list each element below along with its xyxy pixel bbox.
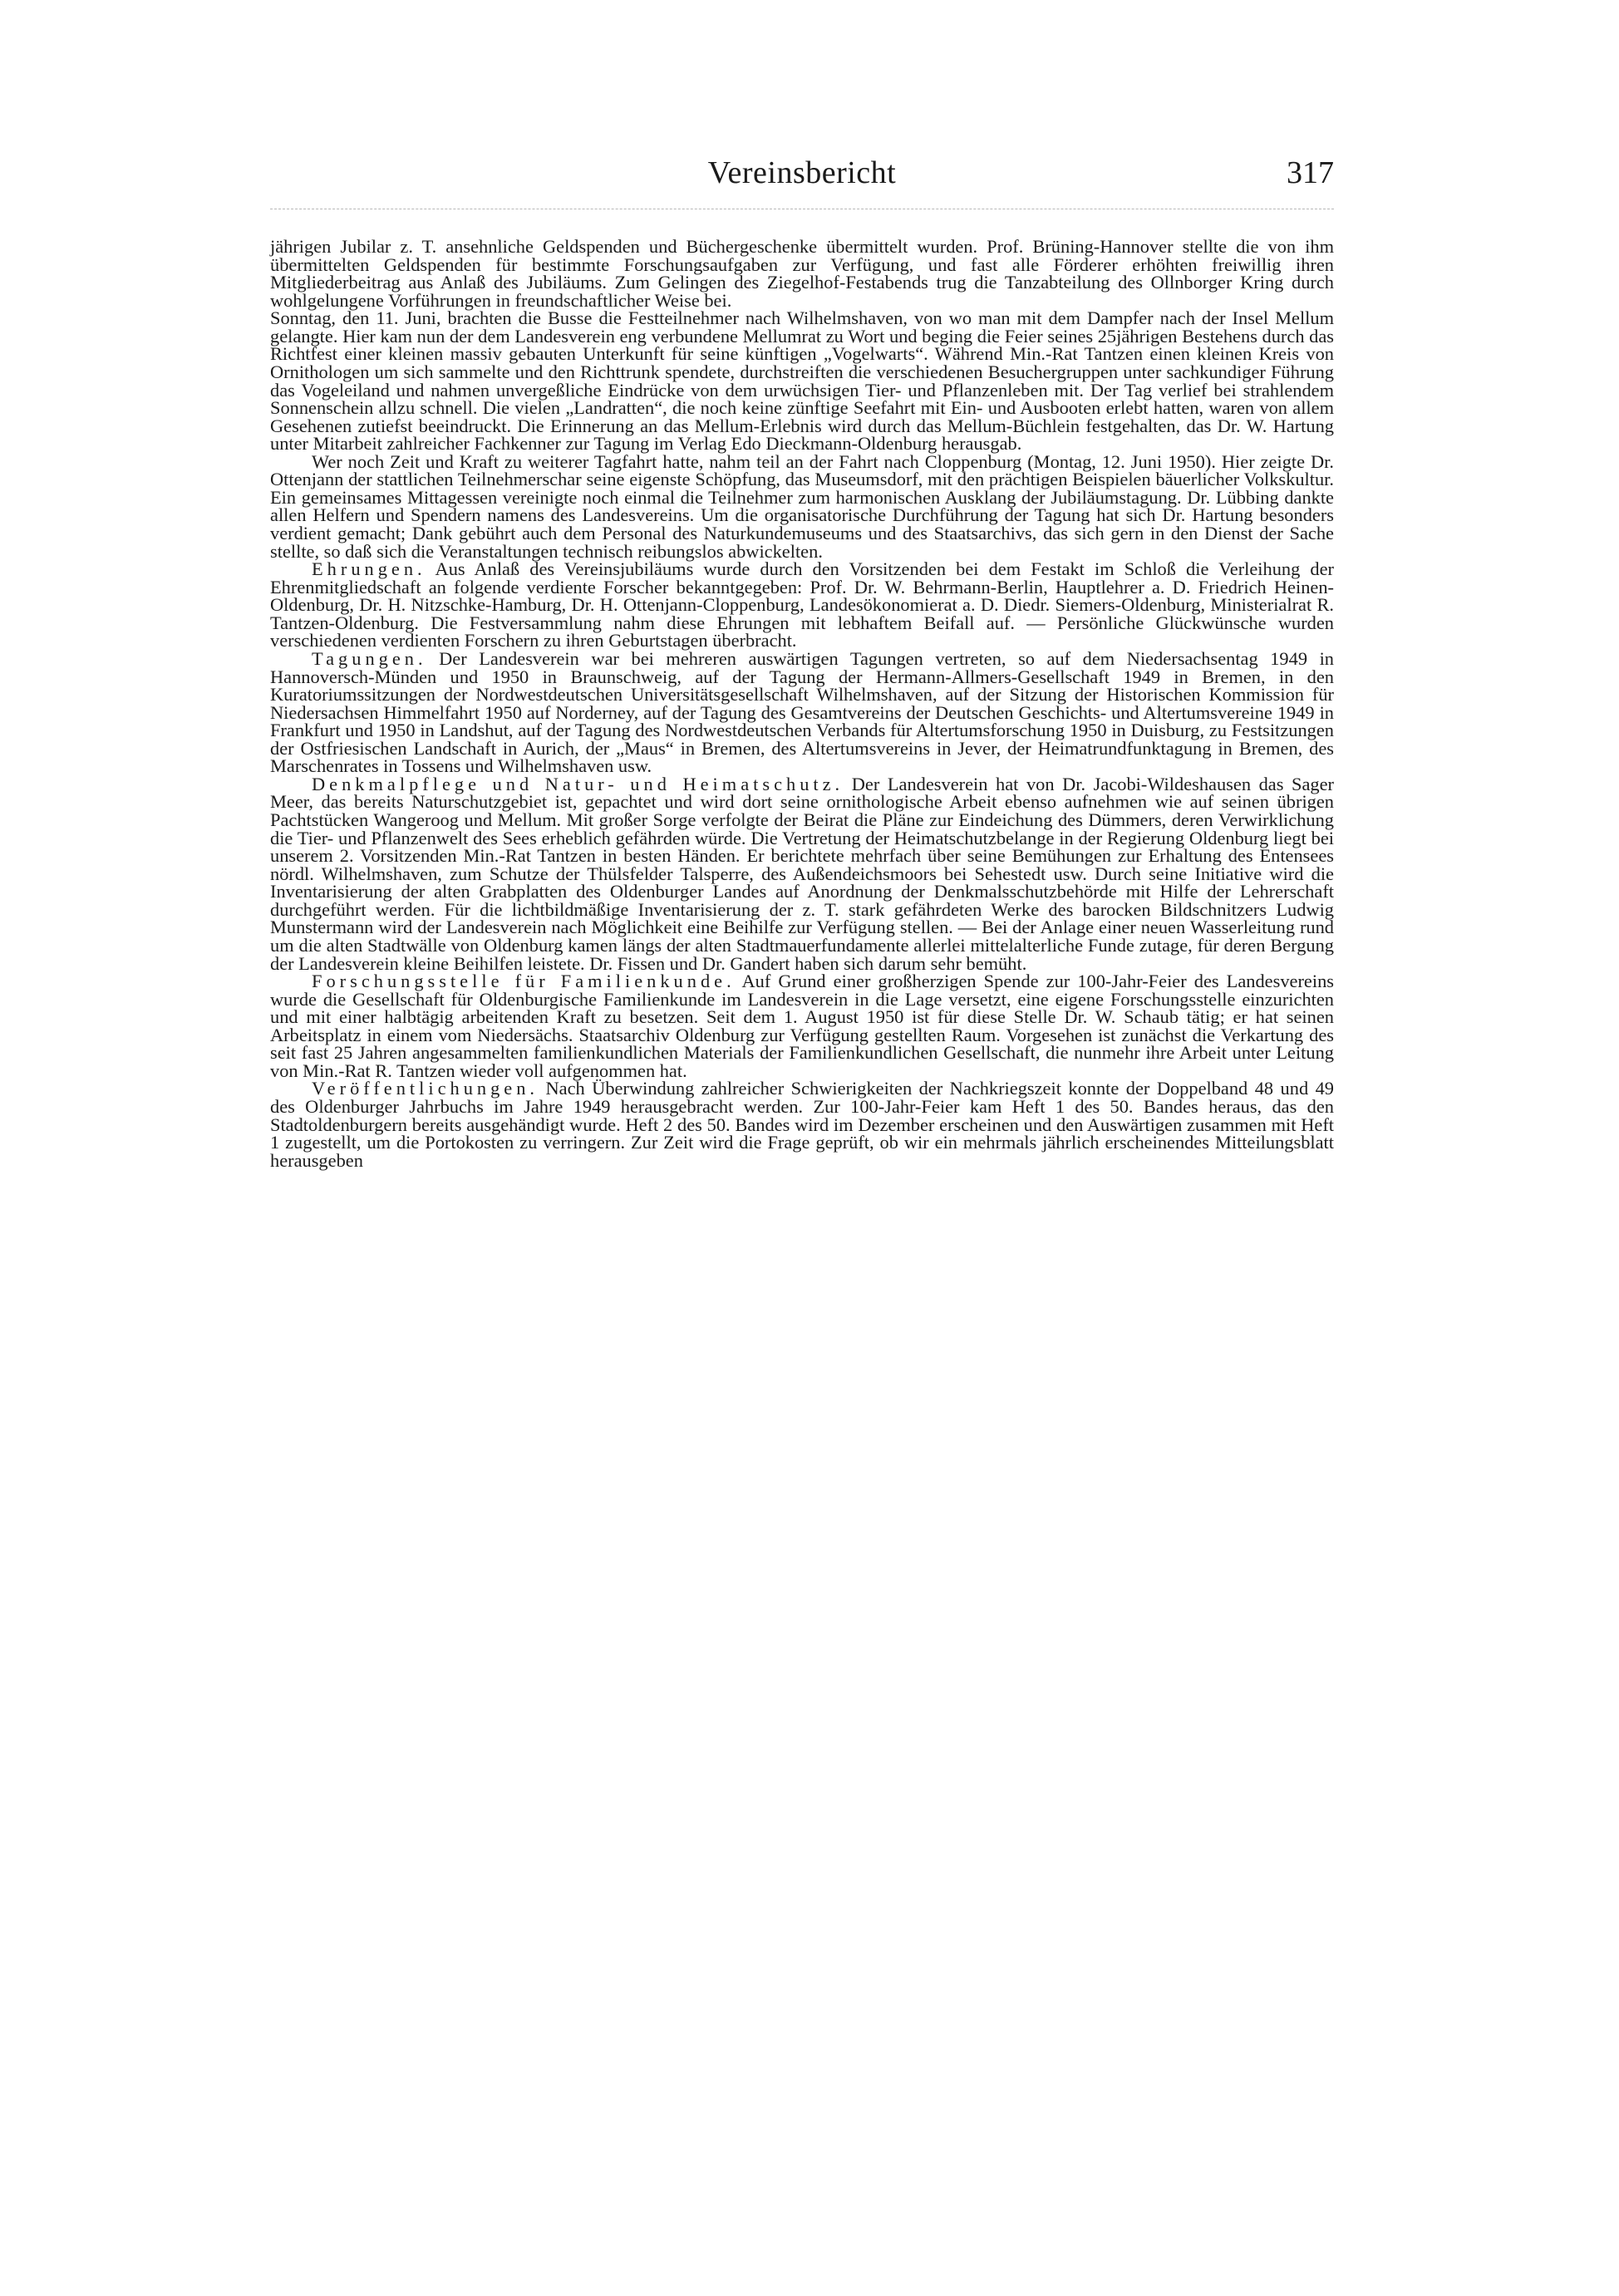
paragraph-jubilar	[270, 238, 1334, 309]
paragraph-familienkunde	[270, 972, 1334, 1079]
text-column	[270, 238, 1334, 1169]
paragraph-sonntag	[270, 309, 1334, 453]
paragraph-text: Der Landesverein war bei mehreren auswärtigen Tagungen vertreten, so auf dem Niedersachsentag 1949 in Hannoversch-Münden und 1950 in Braunschweig, auf der Tagung der Hermann-Allmers-Gesellschaft 1949 in Bremen, in den Kuratoriumssitzungen der Nordwestdeutschen Universitätsgesellschaft Wilhelmshaven, auf der Sitzung der Historischen Kommission für Niedersachsen Himmelfahrt 1950 auf Norderney, auf der Tagung des Gesamtvereins der Deutschen Geschichts- und Altertumsvereine 1949 in Frankfurt und 1950 in Landshut, auf der Tagung des Nordwestdeutschen Verbands für Altertumsforschung 1950 in Duisburg, zu Festsitzungen der Ostfriesischen Landschaft in Aurich, der „Maus“ in Bremen, des Altertumsvereins in Jever, der Heimatrundfunktagung in Bremen, des Marschenrates in Tossens und Wilhelmshaven usw.	[270, 647, 1334, 777]
running-title: Vereinsbericht	[707, 155, 897, 190]
paragraph-text: Nach Überwindung zahlreicher Schwierigkeiten der Nachkriegszeit konnte der Doppelband 48 und 49 des Oldenburger Jahrbuchs im Jahre 1949 herausgebracht werden. Zur 100-Jahr-Feier kam Heft 1 des 50. Bandes heraus, das den Stadtoldenburgern bereits ausgehändigt wurde. Heft 2 des 50. Bandes wird im Dezember erscheinen und den Auswärtigen zusammen mit Heft 1 zugestellt, um die Portokosten zu verringern. Zur Zeit wird die Frage geprüft, ob wir ein mehrmals jährlich erscheinendes Mitteilungsblatt herausgeben	[270, 1078, 1334, 1171]
section-heading-familienkunde: Forschungsstelle für Familienkunde.	[312, 971, 736, 992]
paragraph-tagungen	[270, 647, 1334, 777]
section-heading-tagungen: Tagungen.	[312, 647, 427, 669]
paragraph-text: jährigen Jubilar z. T. ansehnliche Geldspenden und Büchergeschenke übermittelt wurden. Prof. Brüning-Hannover stellte die von ihm übermittelten Geldspenden für bestimmte Forschungsaufgaben zur Verfügung, und fast alle Förderer erhöhten freiwillig ihren Mitgliederbeitrag aus Anlaß des Jubiläums. Zum Gelingen des Ziegelhof-Festabends trug die Tanzabteilung des Ollnborger Kring durch wohlgelungene Vorführungen in freundschaftlicher Weise bei.	[270, 236, 1334, 311]
paragraph-ehrungen	[270, 560, 1334, 650]
paragraph-text: Wer noch Zeit und Kraft zu weiterer Tagfahrt hatte, nahm teil an der Fahrt nach Cloppenburg (Montag, 12. Juni 1950). Hier zeigte Dr. Ottenjann der stattlichen Teilnehmerschar seine eigenste Schöpfung, das Museumsdorf, mit den prächtigen Beispielen bäuerlicher Volkskultur. Ein gemeinsames Mittagessen vereinigte noch einmal die Teilnehmer zum harmonischen Ausklang der Jubiläumstagung. Dr. Lübbing dankte allen Helfern und Spendern namens des Landesvereins. Um die organisatorische Durchführung der Tagung hat sich Dr. Hartung besonders verdient gemacht; Dank gebührt auch dem Personal des Naturkundemuseums und des Staatsarchivs, das sich gern in den Dienst der Sache stellte, so daß sich die Veranstaltungen technisch reibungslos abwickelten.	[270, 450, 1334, 562]
section-heading-ehrungen: Ehrungen.	[312, 558, 426, 580]
paragraph-veroeffentlichungen	[270, 1079, 1334, 1169]
paragraph-cloppenburg	[270, 450, 1334, 562]
paragraph-text: Aus Anlaß des Vereinsjubiläums wurde durch den Vorsitzenden bei dem Festakt im Schloß die Verleihung der Ehrenmitgliedschaft an folgende verdiente Forscher bekanntgegeben: Prof. Dr. W. Behrmann-Berlin, Hauptlehrer a. D. Friedrich Heinen-Oldenburg, Dr. H. Nitzschke-Hamburg, Dr. H. Ottenjann-Cloppenburg, Landesökonomierat a. D. Diedr. Siemers-Oldenburg, Ministerialrat R. Tantzen-Oldenburg. Die Festversammlung nahm diese Ehrungen mit lebhaftem Beifall auf. — Persönliche Glückwünsche wurden verschiedenen verdienten Forschern zu ihren Geburtstagen überbracht.	[270, 558, 1334, 651]
page-header	[270, 155, 1334, 201]
paragraph-text: Auf Grund einer großherzigen Spende zur 100-Jahr-Feier des Landesvereins wurde die Gesellschaft für Oldenburgische Familienkunde im Landesverein in die Lage versetzt, eine eigene Forschungsstelle einzurichten und mit einer halbtägig arbeitenden Kraft zu besetzen. Seit dem 1. August 1950 ist für diese Stelle Dr. W. Schaub tätig; er hat seinen Arbeitsplatz in einem vom Niedersächs. Staatsarchiv Oldenburg zur Verfügung gestellten Raum. Vorgesehen ist zunächst die Verkartung des seit fast 25 Jahren angesammelten familienkundlichen Materials der Familienkundlichen Gesellschaft, die nunmehr ihre Arbeit unter Leitung von Min.-Rat R. Tantzen wieder voll aufgenommen hat.	[270, 971, 1334, 1081]
section-heading-veroeffentlichungen: Veröffentlichungen.	[312, 1078, 539, 1099]
paragraph-denkmalpflege	[270, 775, 1334, 972]
paragraph-text: Der Landesverein hat von Dr. Jacobi-Wildeshausen das Sager Meer, das bereits Naturschutzgebiet ist, gepachtet und wird dort seine ornithologische Arbeit ebenso aufnehmen wie auf seinen übrigen Pachtstücken Wangeroog und Mellum. Mit großer Sorge verfolgte der Beirat die Pläne zur Eindeichung des Dümmers, deren Verwirklichung die Tier- und Pflanzenwelt des Sees erheblich gefährden würde. Die Vertretung der Heimatschutzbelange in der Regierung Oldenburg liegt bei unserem 2. Vorsitzenden Min.-Rat Tantzen in besten Händen. Er berichtete mehrfach über seine Bemühungen zur Erhaltung des Entensees nördl. Wilhelmshaven, zum Schutze der Thülsfelder Talsperre, des Außendeichsmoors bei Sehestedt usw. Durch seine Initiative wird die Inventarisierung der alten Grabplatten des Oldenburger Landes auf Anordnung der Denkmalsschutzbehörde mit Hilfe der Lehrerschaft durchgeführt werden. Für die lichtbildmäßige Inventarisierung der z. T. stark gefährdeten Werke des barocken Bildschnitzers Ludwig Munstermann wird der Landesverein nach Möglichkeit eine Beihilfe zur Verfügung stellen. — Bei der Anlage einer neuen Wasserleitung rund um die alten Stadtwälle von Oldenburg kamen längs der alten Stadtmauerfundamente allerlei mittelalterliche Funde zutage, für deren Bergung der Landesverein kleine Beihilfen leistete. Dr. Fissen und Dr. Gandert haben sich darum sehr bemüht.	[270, 773, 1334, 974]
section-heading-denkmalpflege: Denkmalpflege und Natur- und Heimatschutz.	[312, 773, 844, 794]
paragraph-text: Sonntag, den 11. Juni, brachten die Busse die Festteilnehmer nach Wilhelmshaven, von wo man mit dem Dampfer nach der Insel Mellum gelangte. Hier kam nun der dem Landesverein eng verbundene Mellumrat zu Wort und beging die Feier seines 25jährigen Bestehens durch das Richtfest einer kleinen massiv gebauten Unterkunft für seine künftigen „Vogelwarts“. Während Min.-Rat Tantzen einen kleinen Kreis von Ornithologen um sich sammelte und den Richttrunk spendete, durchstreiften die verschiedenen Besuchergruppen unter sachkundiger Führung das Vogeleiland und nahmen unvergeßliche Eindrücke von dem urwüchsigen Tier- und Pflanzenleben mit. Der Tag verlief bei strahlendem Sonnenschein allzu schnell. Die vielen „Landratten“, die noch keine zünftige Seefahrt mit Ein- und Ausbooten erlebt hatten, waren von allem Gesehenen zutiefst beeindruckt. Die Erinnerung an das Mellum-Erlebnis wird durch das Mellum-Büchlein festgehalten, das Dr. W. Hartung unter Mitarbeit zahlreicher Fachkenner zur Tagung im Verlag Edo Dieckmann-Oldenburg herausgab.	[270, 307, 1334, 455]
page-number: 317	[1287, 155, 1334, 190]
